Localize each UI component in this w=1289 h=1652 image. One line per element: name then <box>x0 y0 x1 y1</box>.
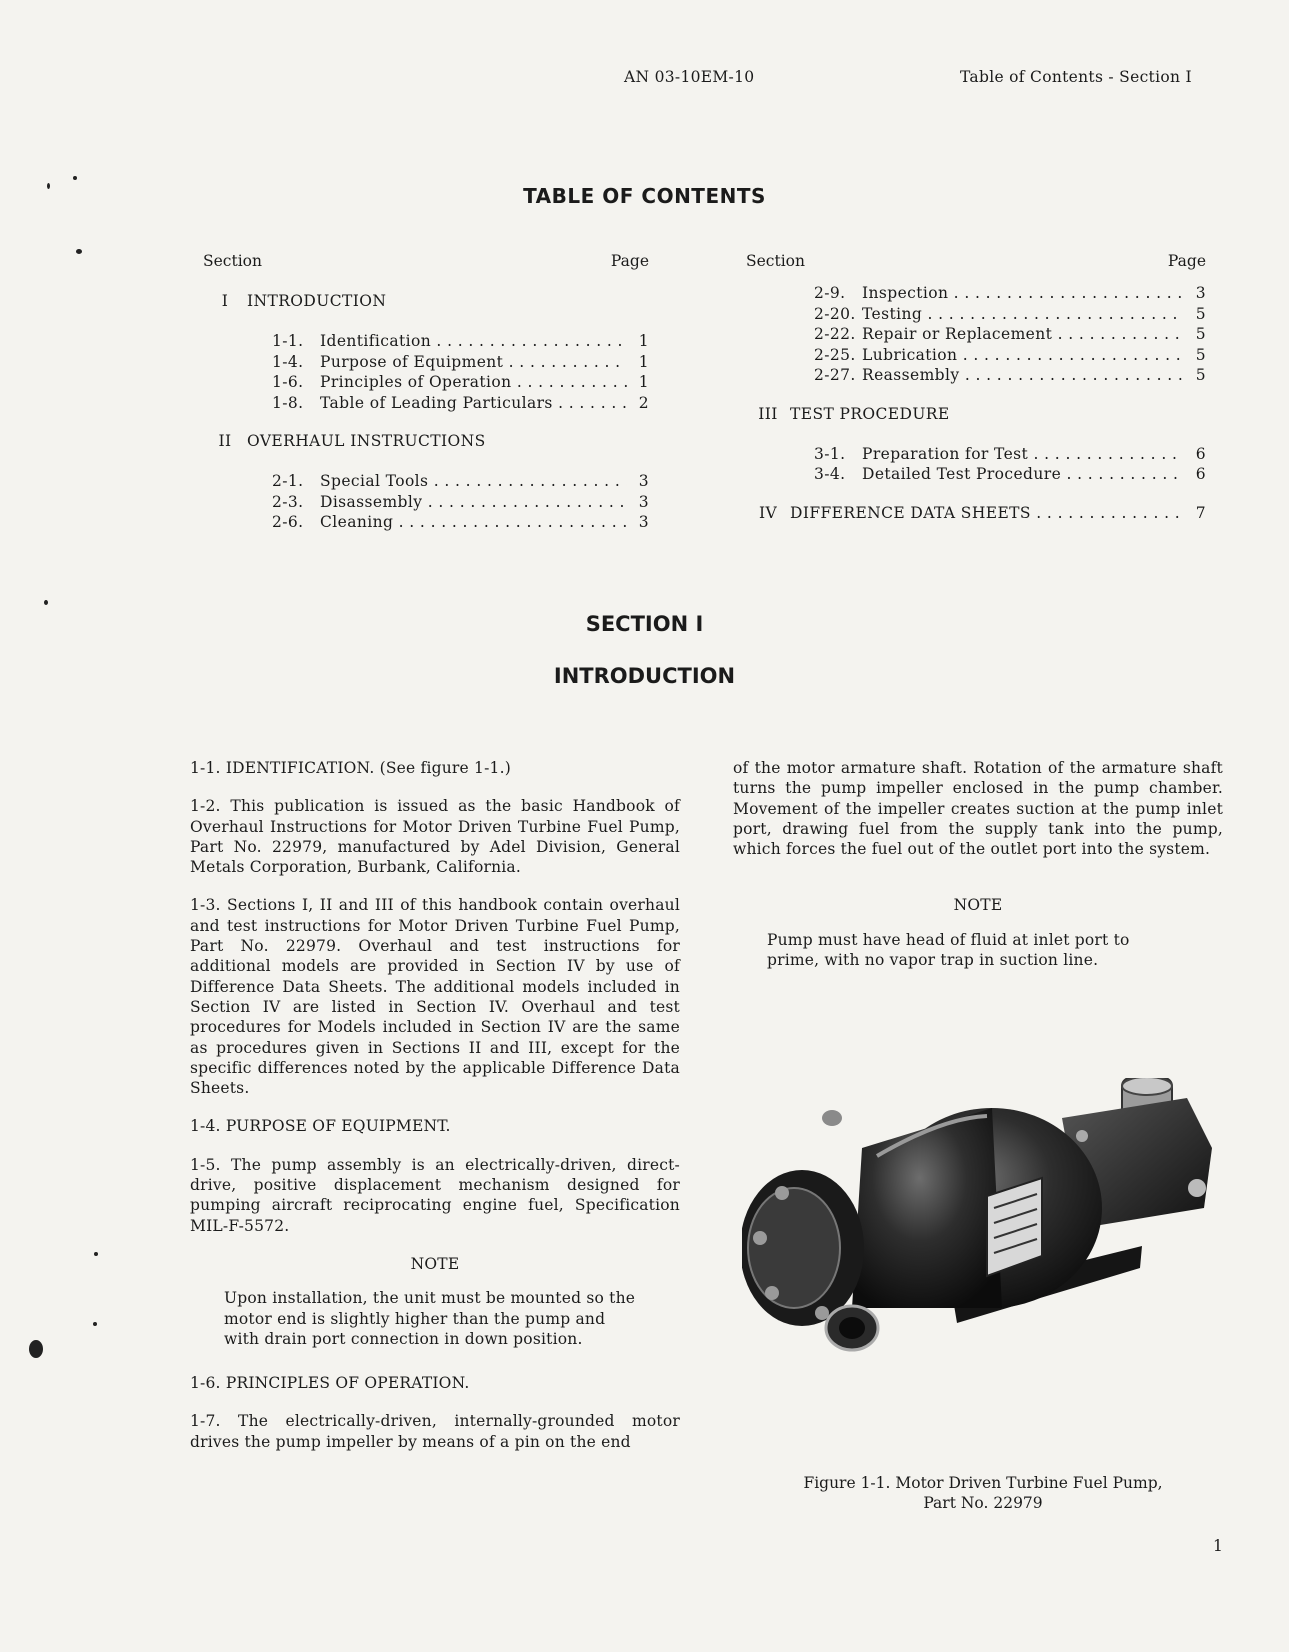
paragraph-1-4-heading: 1-4. PURPOSE OF EQUIPMENT. <box>190 1117 451 1136</box>
toc-entry[interactable] <box>272 353 649 374</box>
scan-speck <box>29 1340 43 1358</box>
toc-entry-label: Special Tools . . . <box>320 472 627 490</box>
figure-caption <box>748 1473 1218 1513</box>
toc-entry-label: Testing . . . <box>862 305 1184 323</box>
toc-section-title: OVERHAUL INSTRUCTIONS <box>247 432 486 450</box>
toc-entry-page: 1 <box>638 373 649 391</box>
toc-entry-page: 1 <box>638 352 649 371</box>
toc-entry-number: 2-6. <box>272 513 304 531</box>
toc-entry-number: 1-8. <box>272 393 304 412</box>
toc-entry-page: 5 <box>1195 304 1206 323</box>
toc-entry[interactable] <box>272 493 649 514</box>
note-label: NOTE <box>410 1254 460 1273</box>
toc-section-title: DIFFERENCE DATA SHEETS . . . <box>790 504 1184 522</box>
toc-entry-page: 6 <box>1195 465 1206 483</box>
scan-speck <box>93 1322 97 1326</box>
toc-entry[interactable] <box>814 284 1206 305</box>
scan-speck <box>76 249 82 254</box>
note-text: Upon installation, the unit must be mounted so the motor end is slightly higher than the pump and with drain port connection in down position. <box>224 1289 636 1348</box>
toc-entry-label: Purpose of Equipment . . . <box>320 353 627 371</box>
toc-entry-number: 1-1. <box>272 332 304 350</box>
toc-right-column <box>746 252 1206 526</box>
scan-speck <box>44 600 48 605</box>
toc-entry-label: Detailed Test Procedure . . . <box>862 465 1184 483</box>
toc-entry[interactable] <box>814 325 1206 346</box>
toc-entry-page: 2 <box>638 393 649 412</box>
toc-entry-list <box>272 332 649 414</box>
toc-entry-number: 2-20. <box>814 304 856 323</box>
toc-entry-page: 3 <box>1195 284 1206 302</box>
toc-entry-label: Inspection . . . <box>862 284 1184 302</box>
figure-caption-line-2: Part No. 22979 <box>923 1494 1043 1512</box>
toc-entry[interactable] <box>272 394 649 415</box>
toc-entry-label: Preparation for Test . . . <box>862 445 1184 463</box>
toc-column-header <box>203 252 649 278</box>
toc-entry-number: 2-1. <box>272 472 304 490</box>
paragraph-1-5: 1-5. The pump assembly is an electrically-driven, direct-drive, positive displacement mechanism designed for pumping aircraft reciprocating engine fuel, Specification MIL-F-5572. <box>190 1155 680 1235</box>
toc-entry[interactable] <box>814 346 1206 367</box>
toc-section-heading <box>746 405 1206 427</box>
toc-section-label: Section <box>203 252 262 270</box>
toc-entry-page: 3 <box>638 472 649 490</box>
toc-entry-list <box>814 284 1206 387</box>
header-section-label: Table of Contents - Section I <box>960 68 1192 86</box>
toc-entry-number: 2-25. <box>814 345 856 364</box>
toc-entry-label: Disassembly . . . <box>320 493 627 511</box>
toc-section-roman: II <box>218 432 232 450</box>
page-number: 1 <box>1213 1537 1223 1555</box>
paragraph-1-2: 1-2. This publication is issued as the basic Handbook of Overhaul Instructions for Motor Driven Turbine Fuel Pump, Part No. 22979, manufactured by Adel Division, General Metals Corporation, Burbank, California. <box>190 797 680 877</box>
toc-entry-page: 5 <box>1195 366 1206 384</box>
toc-entry[interactable] <box>814 445 1206 466</box>
toc-section-heading <box>203 292 649 314</box>
toc-entry-page: 3 <box>638 513 649 531</box>
toc-entry-label: Repair or Replacement . . . <box>862 325 1184 343</box>
section-number: SECTION I <box>585 612 704 636</box>
toc-section-roman: IV <box>758 503 778 522</box>
toc-entry-list <box>272 472 649 534</box>
toc-section-title: TEST PROCEDURE <box>790 404 950 423</box>
toc-entry-label: Identification . . . <box>320 332 627 350</box>
toc-section-label: Section <box>746 252 805 270</box>
toc-entry-number: 3-4. <box>814 465 846 483</box>
toc-entry-label: Lubrication . . . <box>862 346 1184 364</box>
paragraph-1-1-heading: 1-1. IDENTIFICATION. (See figure 1-1.) <box>190 759 511 777</box>
toc-page-label: Page <box>1167 252 1206 270</box>
toc-entry-number: 1-6. <box>272 373 304 391</box>
toc-entry[interactable] <box>814 465 1206 486</box>
scan-speck <box>47 183 50 189</box>
toc-entry-label: Reassembly . . . <box>862 366 1184 384</box>
toc-column-header <box>746 252 1206 278</box>
toc-entry-number: 3-1. <box>814 444 846 463</box>
toc-entry[interactable] <box>272 332 649 353</box>
toc-entry[interactable] <box>272 472 649 493</box>
toc-entry-number: 2-22. <box>814 325 856 343</box>
body-right-column <box>733 758 1223 994</box>
toc-section-roman: I <box>221 292 229 310</box>
toc-title: TABLE OF CONTENTS <box>523 184 766 208</box>
note-text: Pump must have head of fluid at inlet port to prime, with no vapor trap in suction line. <box>767 930 1130 970</box>
toc-entry-page: 3 <box>638 492 649 511</box>
toc-entry-number: 1-4. <box>272 352 304 371</box>
toc-section-roman: III <box>758 404 778 423</box>
fuel-pump-photo <box>742 1078 1212 1368</box>
header-publication-number: AN 03-10EM-10 <box>624 68 755 86</box>
scan-speck <box>73 176 77 180</box>
toc-entry-label: Table of Leading Particulars . . . <box>320 394 627 412</box>
toc-entry-page: 5 <box>1195 345 1206 364</box>
toc-entry[interactable] <box>272 373 649 394</box>
toc-entry-number: 2-9. <box>814 284 846 302</box>
toc-section-entry[interactable] <box>746 504 1206 526</box>
toc-section-heading <box>203 432 649 454</box>
toc-entry-page: 6 <box>1195 444 1206 463</box>
toc-page-label: Page <box>610 252 649 270</box>
toc-entry-number: 2-3. <box>272 492 304 511</box>
toc-left-column <box>203 252 649 534</box>
toc-entry[interactable] <box>272 513 649 534</box>
paragraph-1-7-continued: of the motor armature shaft. Rotation of the armature shaft turns the pump impeller enclosed in the pump chamber. Movement of the impeller creates suction at the pump inlet port, drawing fuel from the supply tank into the pump, which forces the fuel out of the outlet port into the system. <box>733 759 1223 859</box>
toc-entry-page: 1 <box>638 332 649 350</box>
scan-speck <box>94 1252 98 1256</box>
toc-entry-page: 5 <box>1195 325 1206 343</box>
toc-entry-label: Principles of Operation . . . <box>320 373 627 391</box>
toc-entry-number: 2-27. <box>814 366 856 384</box>
toc-entry-label: Cleaning . . . <box>320 513 627 531</box>
toc-entry[interactable] <box>814 366 1206 387</box>
toc-entry-page: 7 <box>1195 503 1206 522</box>
toc-entry[interactable] <box>814 305 1206 326</box>
body-left-column <box>190 758 680 1470</box>
paragraph-1-7: 1-7. The electrically-driven, internally-grounded motor drives the pump impeller by means of a pin on the end <box>190 1412 680 1451</box>
toc-section-title: INTRODUCTION <box>247 292 387 310</box>
figure-caption-line-1: Figure 1-1. Motor Driven Turbine Fuel Pump, <box>803 1474 1163 1492</box>
note-label: NOTE <box>953 896 1003 915</box>
paragraph-1-3: 1-3. Sections I, II and III of this handbook contain overhaul and test instructions for Motor Driven Turbine Fuel Pump, Part No. 22979. Overhaul and test instructions for additional models are provided in Section IV by use of Difference Data Sheets. The additional models included in Section IV are listed in Section IV. Overhaul and test procedures for Models included in Section IV are the same as procedures given in Sections II and III, except for the specific differences noted by the applicable Difference Data Sheets. <box>190 896 680 1098</box>
paragraph-1-6-heading: 1-6. PRINCIPLES OF OPERATION. <box>190 1374 470 1393</box>
section-title: INTRODUCTION <box>553 664 736 688</box>
toc-entry-list <box>814 445 1206 486</box>
